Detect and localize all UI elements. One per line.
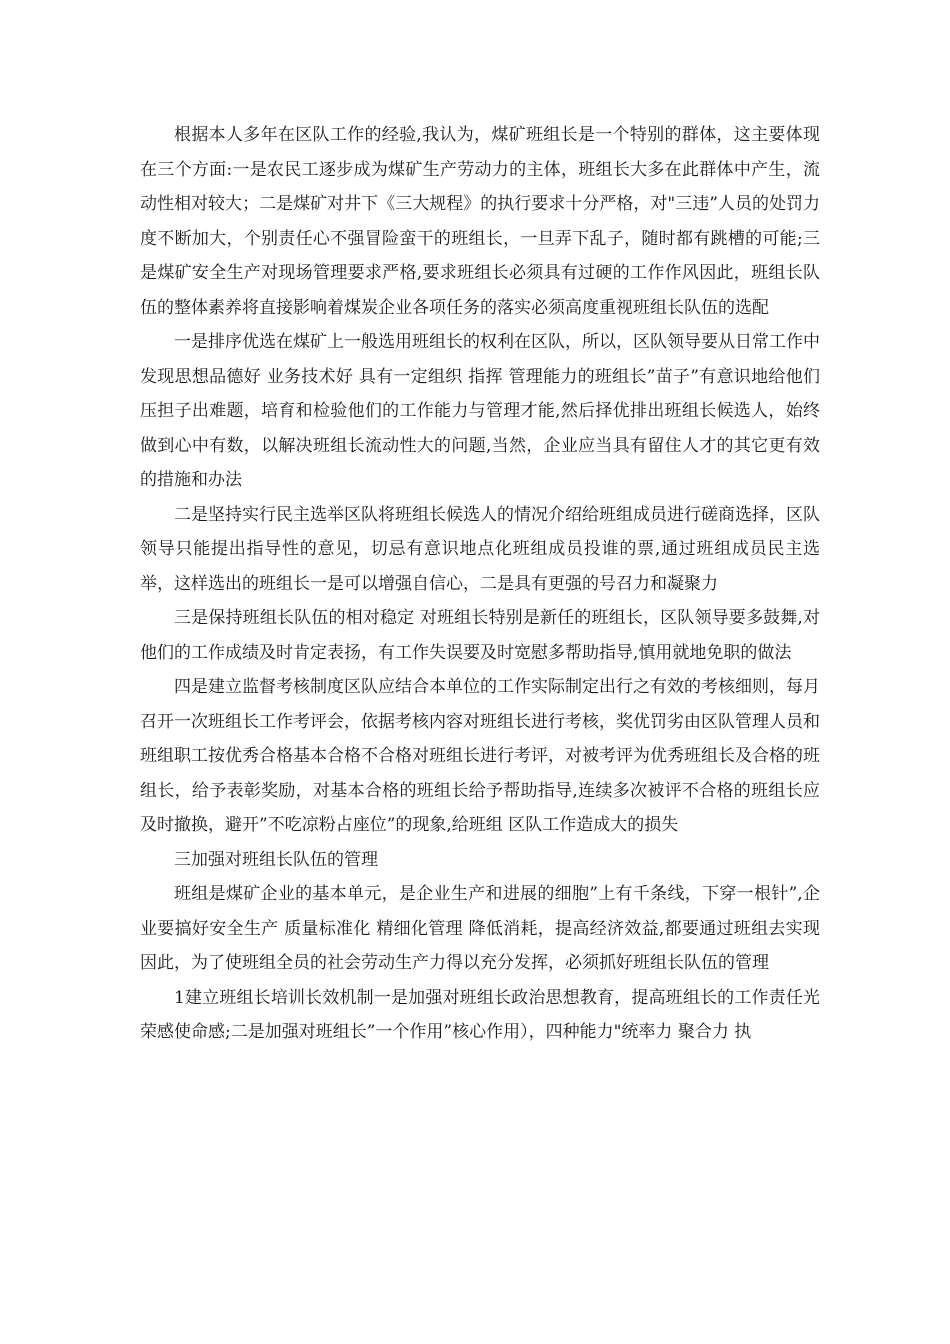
document-body [140,118,820,1050]
paragraph: 四是建立监督考核制度区队应结合本单位的工作实际制定出行之有效的考核细则，每月召开一次班组长工作考评会，依据考核内容对班组长进行考核，奖优罚劣由区队管理人员和班组职工按优秀合格基本合格不合格对班组长进行考评，对被考评为优秀班组长及合格的班组长，给予表彰奖励，对基本合格的班组长给予帮助指导,连续多次被评不合格的班组长应及时撤换，避开”不吃凉粉占座位”的现象,给班组 区队工作造成大的损失 [140,677,820,835]
paragraph: 三是保持班组长队伍的相对稳定 对班组长特别是新任的班组长，区队领导要多鼓舞,对他们的工作成绩及时肯定表扬，有工作失误要及时宽慰多帮助指导,慎用就地免职的做法 [140,608,820,663]
paragraph: 根据本人多年在区队工作的经验,我认为，煤矿班组长是一个特别的群体，这主要体现在三个方面:一是农民工逐步成为煤矿生产劳动力的主体，班组长大多在此群体中产生，流动性相对较大；二是煤矿对井下《三大规程》的执行要求十分严格，对"三违”人员的处罚力度不断加大，个别责任心不强冒险蛮干的班组长，一旦弄下乱子，随时都有跳槽的可能;三是煤矿安全生产对现场管理要求严格,要求班组长必须具有过硬的工作作风因此，班组长队伍的整体素养将直接影响着煤炭企业各项任务的落实必须高度重视班组长队伍的选配 [140,125,820,318]
paragraph: 二是坚持实行民主选举区队将班组长候选人的情况介绍给班组成员进行磋商选择，区队领导只能提出指导性的意见，切忌有意识地点化班组成员投谁的票,通过班组成员民主选举，这样选出的班组长一是可以增强自信心，二是具有更强的号召力和凝聚力 [140,504,820,594]
section-heading: 三加强对班组长队伍的管理 [174,849,378,870]
paragraph: 一是排序优选在煤矿上一般选用班组长的权利在区队，所以，区队领导要从日常工作中发现思想品德好 业务技术好 具有一定组织 指挥 管理能力的班组长”苗子”有意识地给他们压担子出难题，培育和检验他们的工作能力与管理才能,然后择优排出班组长候选人，始终做到心中有数，以解决班组长流动性大的问题,当然，企业应当具有留住人才的其它更有效的措施和办法 [140,332,820,490]
paragraph: 1建立班组长培训长效机制一是加强对班组长政治思想教育，提高班组长的工作责任光荣感使命感;二是加强对班组长”一个作用”核心作用），四种能力"统率力 聚合力 执 [140,987,820,1042]
paragraph: 班组是煤矿企业的基本单元，是企业生产和进展的细胞”上有千条线，下穿一根针”,企业要搞好安全生产 质量标准化 精细化管理 降低消耗，提高经济效益,都要通过班组去实现因此，为了使班组全员的社会劳动生产力得以充分发挥，必须抓好班组长队伍的管理 [140,884,820,973]
